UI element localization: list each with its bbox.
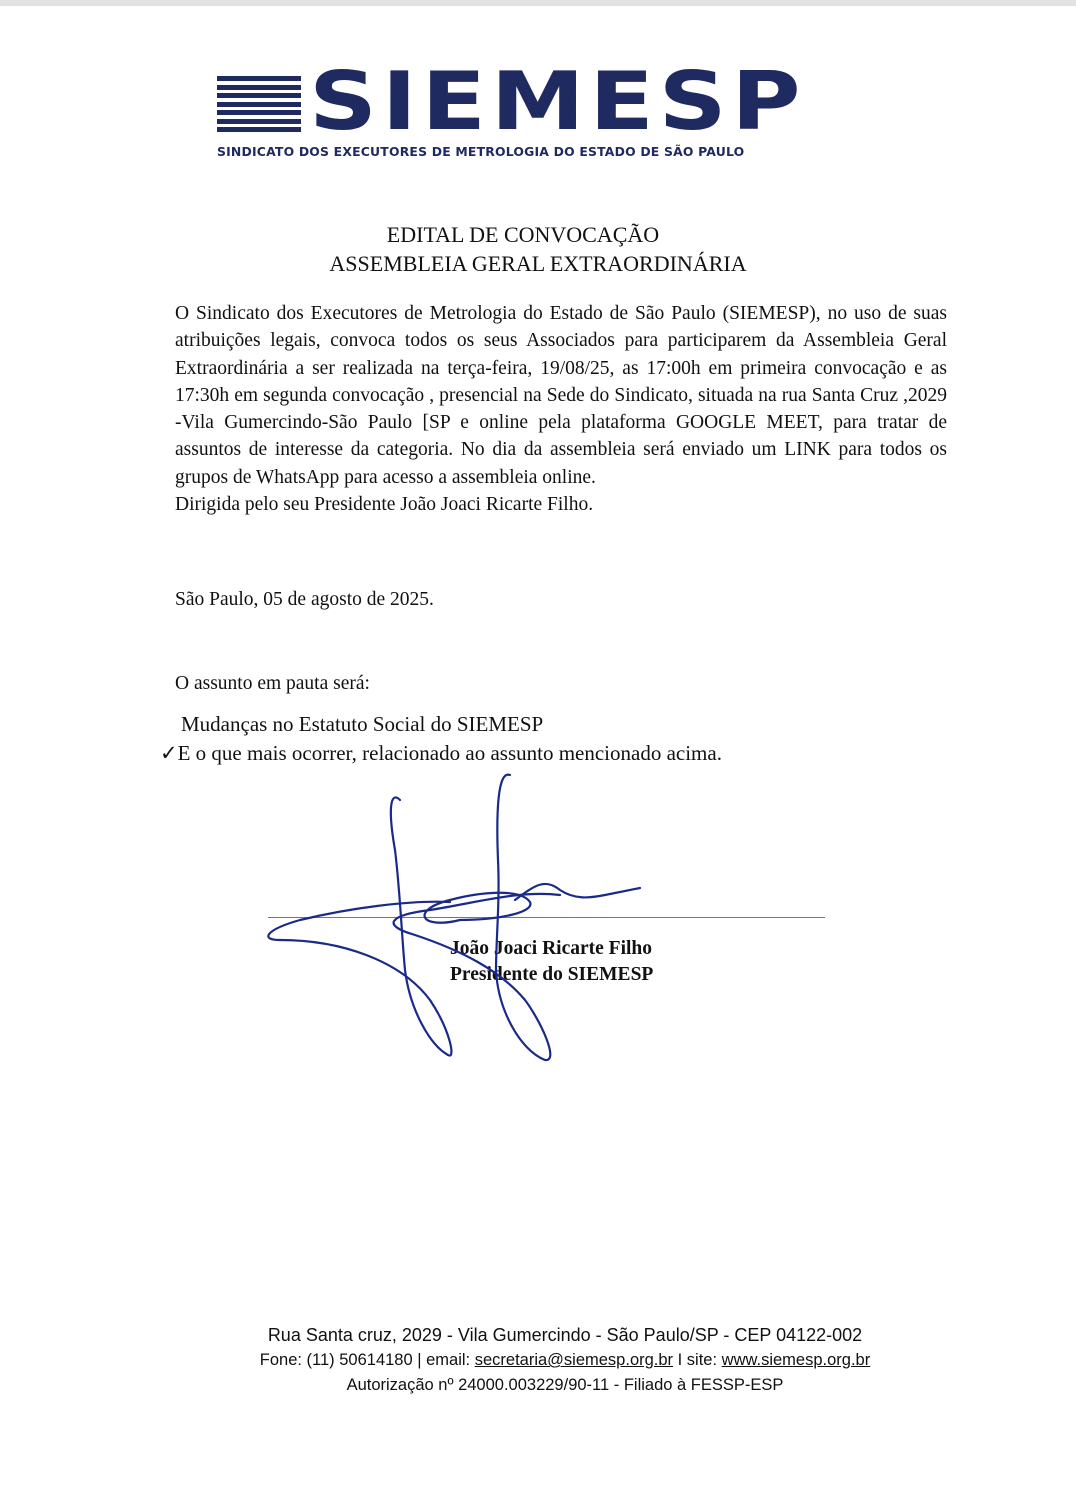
signatory-name: João Joaci Ricarte Filho (450, 938, 652, 959)
agenda-item: Mudanças no Estatuto Social do SIEMESP (181, 712, 544, 736)
footer-phone: Fone: (11) 50614180 | email: (259, 1351, 475, 1369)
agenda-item: ✓E o que mais ocorrer, relacionado ao assunto mencionado acima. (160, 741, 722, 765)
handwritten-signature-icon (260, 770, 700, 1070)
document-subtitle: ASSEMBLEIA GERAL EXTRAORDINÁRIA (329, 251, 747, 276)
signature-stroke (268, 797, 451, 1055)
footer-address: Rua Santa cruz, 2029 - Vila Gumercindo - São Paulo/SP - CEP 04122-002 (267, 1325, 863, 1345)
directed-by: Dirigida pelo seu Presidente João Joaci Ricarte Filho. (175, 494, 594, 516)
footer-email-link[interactable]: secretaria@siemesp.org.br (474, 1351, 674, 1369)
signature-stroke (515, 884, 640, 900)
document-body (175, 300, 947, 518)
logo-wordmark: SIEMESP (309, 55, 806, 148)
date-line: São Paulo, 05 de agosto de 2025. (175, 589, 434, 610)
footer-site-link[interactable]: www.siemesp.org.br (721, 1351, 871, 1369)
logo-stripes-icon (217, 76, 301, 134)
footer-site-label: I site: (673, 1351, 722, 1369)
agenda-intro: O assunto em pauta será: (175, 673, 370, 694)
footer-contact (27, 1351, 1076, 1370)
convocation-paragraph: O Sindicato dos Executores de Metrologia do Estado de São Paulo (SIEMESP), no uso de suas atribuições legais, convoca todos os seus Associados para participarem da Assembleia Geral Extraordinária a ser realizada na terça-feira, 19/08/25, as 17:00h em primeira convocação e as 17:30h em segunda convocação , presencial na Sede do Sindicato, situada na rua Santa Cruz ,2029 -Vila Gumercindo-São Paulo [SP e online pela plataforma GOOGLE MEET, para tratar de assuntos de interesse da categoria. No dia da assembleia será enviado um LINK para todos os grupos de WhatsApp para acesso a assembleia online. (175, 303, 947, 488)
document-title: EDITAL DE CONVOCAÇÃO (386, 222, 660, 247)
footer-authorization: Autorização nº 24000.003229/90-11 - Filiado à FESSP-ESP (346, 1376, 784, 1394)
signatory-role: Presidente do SIEMESP (450, 964, 654, 985)
top-band (0, 0, 1076, 6)
logo-subtitle: SINDICATO DOS EXECUTORES DE METROLOGIA DO ESTADO DE SÃO PAULO (217, 144, 745, 159)
siemesp-logo (217, 55, 917, 166)
